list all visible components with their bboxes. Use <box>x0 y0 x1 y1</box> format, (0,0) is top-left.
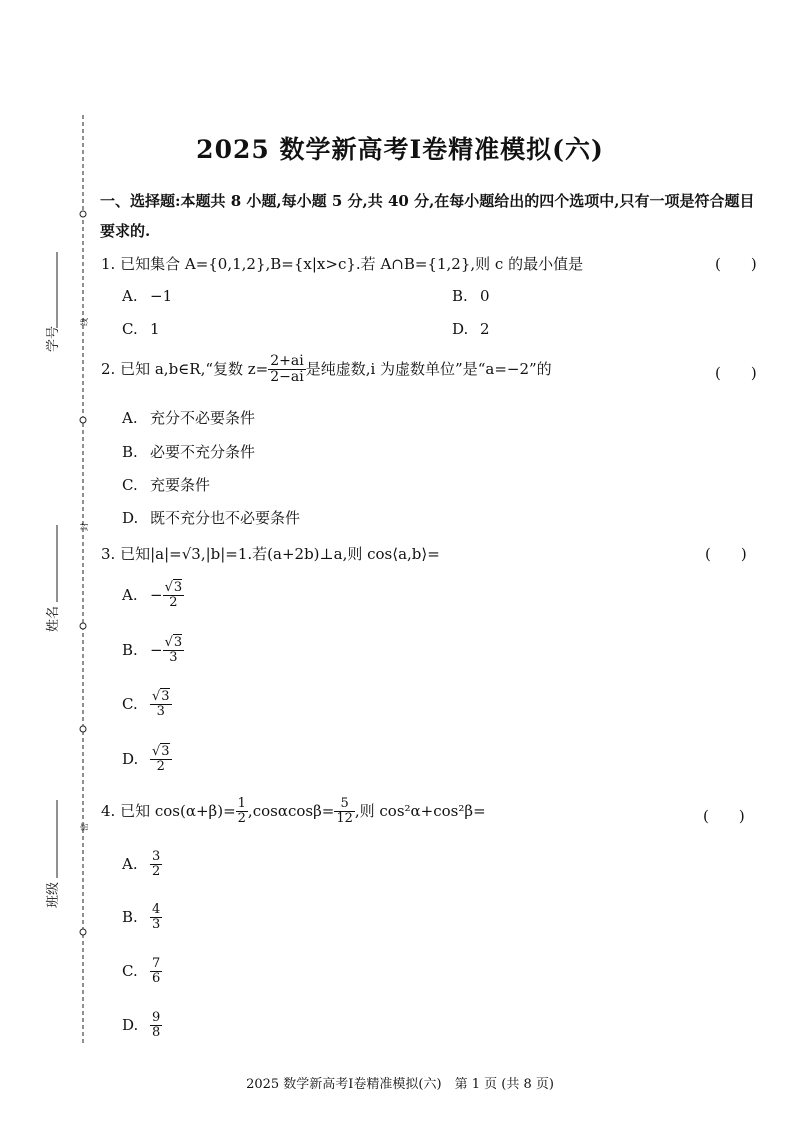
cut-mark-seal: 封 <box>80 523 89 531</box>
binding-line <box>0 0 100 1132</box>
fraction: $\frac{1}{2}$ <box>237 796 246 827</box>
option-a: A. − $\frac{√3}{2}$ <box>122 580 183 611</box>
option-b: B. $\frac{4}{3}$ <box>122 902 161 933</box>
fraction: $\frac{2+ai}{2-ai}$ <box>270 353 304 386</box>
cut-mark-line: 线 <box>80 318 89 326</box>
option-c: C. 充要条件 <box>122 476 211 494</box>
cut-mark-secret: 密 <box>80 823 89 831</box>
question-4 <box>101 797 486 827</box>
option-d: D. 2 <box>452 320 490 338</box>
answer-paren: ( ) <box>715 255 757 273</box>
question-number: 4. <box>101 801 116 820</box>
question-number: 3. <box>101 545 116 563</box>
option-b: B. − $\frac{√3}{3}$ <box>122 635 183 666</box>
option-d: D. $\frac{√3}{2}$ <box>122 744 170 775</box>
class-label: 班级 <box>46 881 61 908</box>
question-text-pre: 已知 a,b∈R,“复数 z= <box>120 359 269 378</box>
fraction: $\frac{5}{12}$ <box>336 796 353 827</box>
option-b: B. 0 <box>452 287 490 305</box>
name-label: 姓名 <box>46 605 61 632</box>
option-a: A. 充分不必要条件 <box>122 409 256 427</box>
section-header: 一、选择题:本题共 8 小题,每小题 5 分,共 40 分,在每小题给出的四个选项中,只有一项是符合题目要求的. <box>100 192 755 240</box>
question-text-post: ,则 cos²α+cos²β= <box>354 801 486 820</box>
option-c: C. 1 <box>122 320 160 338</box>
answer-paren: ( ) <box>715 364 757 382</box>
page-title: 2025 数学新高考Ⅰ卷精准模拟(六) <box>196 135 604 164</box>
answer-paren: ( ) <box>703 807 745 825</box>
question-2 <box>101 354 552 386</box>
question-3 <box>101 543 440 564</box>
question-text: 已知|a|=√3,|b|=1.若(a+2b)⊥a,则 cos⟨a,b⟩= <box>120 545 440 563</box>
option-d: D. 既不充分也不必要条件 <box>122 509 301 527</box>
question-number: 2. <box>101 359 116 378</box>
option-d: D. $\frac{9}{8}$ <box>122 1010 161 1041</box>
page-footer: 2025 数学新高考Ⅰ卷精准模拟(六) 第 1 页 (共 8 页) <box>246 1077 554 1092</box>
option-b: B. 必要不充分条件 <box>122 443 256 461</box>
question-number: 1. <box>101 255 116 273</box>
question-text-pre: 已知 cos(α+β)= <box>120 801 236 820</box>
question-text-post: 是纯虚数,i 为虚数单位”是“a=−2”的 <box>305 359 552 378</box>
option-a: A. $\frac{3}{2}$ <box>122 849 161 880</box>
student-id-label: 学号 <box>46 325 61 352</box>
question-1 <box>101 253 583 274</box>
question-text: 已知集合 A={0,1,2},B={x|x>c}.若 A∩B={1,2},则 c 的最小值是 <box>120 255 584 273</box>
option-c: C. $\frac{√3}{3}$ <box>122 689 170 720</box>
question-text-mid: ,cosαcosβ= <box>247 801 335 820</box>
option-a: A. −1 <box>122 287 173 305</box>
answer-paren: ( ) <box>705 545 747 563</box>
option-c: C. $\frac{7}{6}$ <box>122 956 161 987</box>
